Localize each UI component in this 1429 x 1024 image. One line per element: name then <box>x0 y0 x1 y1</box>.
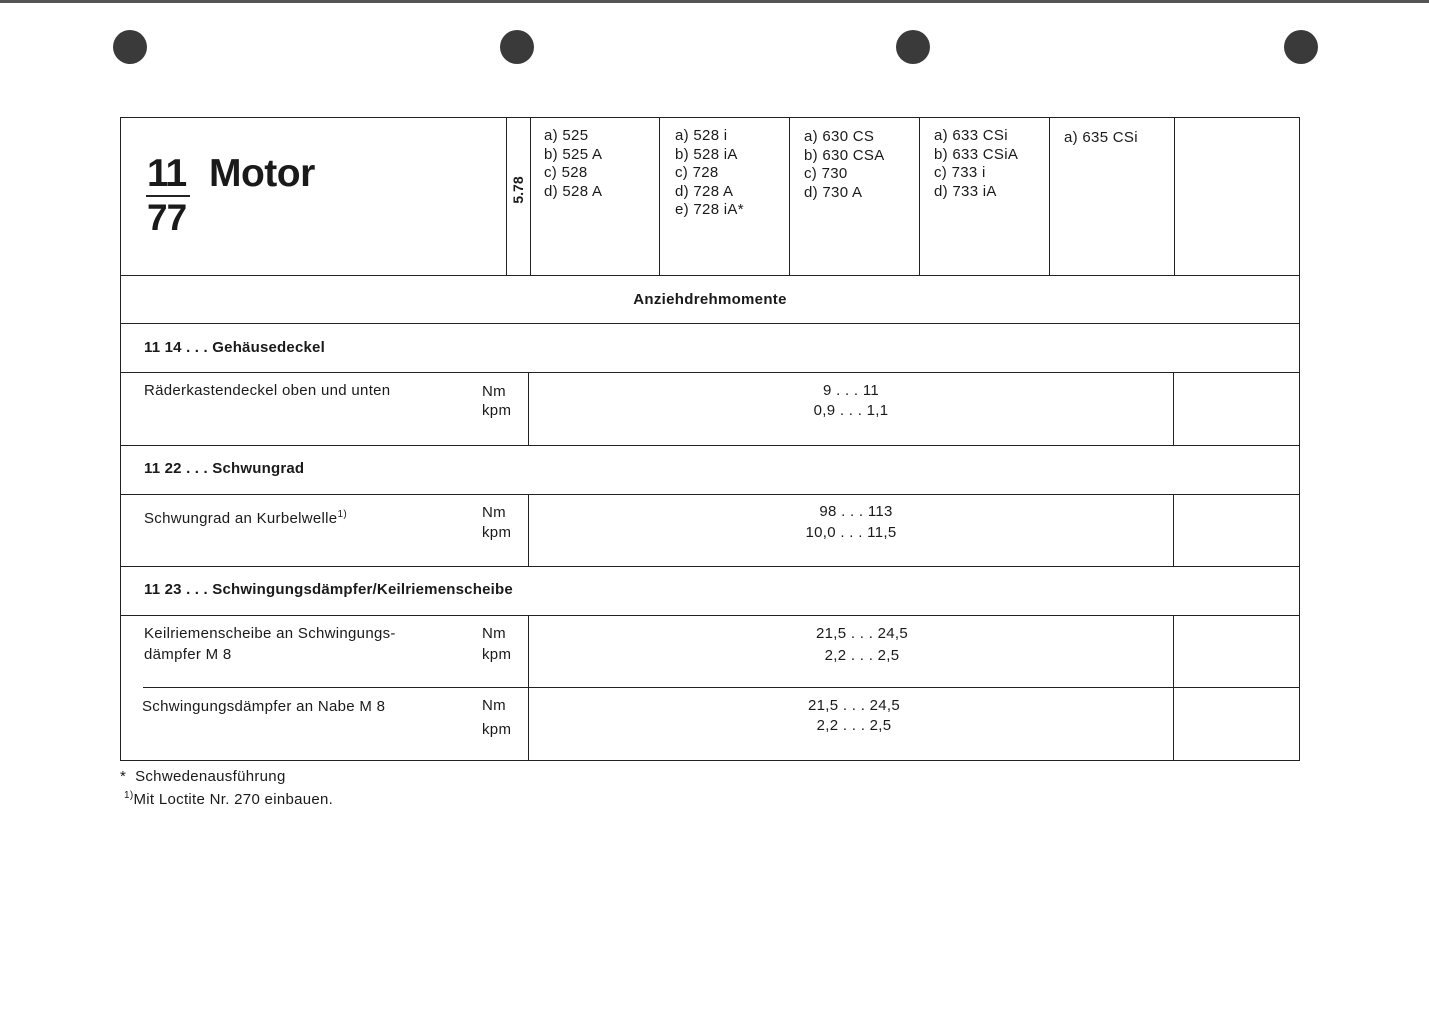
row-label: Keilriemenscheibe an Schwingungs- <box>144 625 396 642</box>
torque-value-nm: 98 . . . 113 <box>819 503 893 520</box>
row-divider <box>143 687 1300 688</box>
model-list-3: a) 630 CS b) 630 CSA c) 730 d) 730 A <box>804 128 885 201</box>
page-title: Motor <box>209 152 315 195</box>
torque-value-kpm: 2,2 . . . 2,5 <box>824 647 900 664</box>
torque-value-nm: 21,5 . . . 24,5 <box>815 625 909 642</box>
model-list-4: a) 633 CSi b) 633 CSiA c) 733 i d) 733 iA <box>934 127 1019 200</box>
binder-hole-icon <box>1284 30 1318 64</box>
torque-value-kpm: 0,9 . . . 1,1 <box>813 402 889 419</box>
row-label: Schwungrad an Kurbelwelle$^{1)}$ <box>144 509 347 527</box>
unit-nm: Nm <box>482 383 506 400</box>
torque-value-nm: 21,5 . . . 24,5 <box>807 697 901 714</box>
footnote-mark: 1) <box>337 509 347 520</box>
unit-nm: Nm <box>482 504 506 521</box>
binder-hole-icon <box>896 30 930 64</box>
row-label: Schwingungsdämpfer an Nabe M 8 <box>142 698 386 715</box>
date-code: 5.78 <box>510 176 526 204</box>
row-label: Räderkastendeckel oben und unten <box>144 382 391 399</box>
torque-value-kpm: 10,0 . . . 11,5 <box>805 524 897 541</box>
model-list-1: a) 525 b) 525 A c) 528 d) 528 A <box>544 127 603 200</box>
binder-hole-icon <box>113 30 147 64</box>
page-top-edge <box>0 0 1429 3</box>
unit-kpm: kpm <box>482 721 512 738</box>
model-list-2: a) 528 i b) 528 iA c) 728 d) 728 A e) 728 iA* <box>675 127 744 218</box>
section-title: 11 22 . . . Schwungrad <box>144 460 305 477</box>
unit-kpm: kpm <box>482 524 512 541</box>
footnote-1: * Schwedenausführung <box>120 768 286 785</box>
unit-kpm: kpm <box>482 402 512 419</box>
unit-nm: Nm <box>482 697 506 714</box>
footnote-2: $^{1)}$Mit Loctite Nr. 270 einbauen. <box>124 790 334 808</box>
torque-value-nm: 9 . . . 11 <box>822 382 880 399</box>
section-title: 11 23 . . . Schwingungsdämpfer/Keilriemenscheibe <box>144 581 513 598</box>
model-year: 77 <box>147 197 187 238</box>
group-number: 11 <box>147 152 187 195</box>
model-list-5: a) 635 CSi <box>1064 129 1138 146</box>
section-title: 11 14 . . . Gehäusedeckel <box>144 339 325 356</box>
torque-value-kpm: 2,2 . . . 2,5 <box>816 717 892 734</box>
row-label-cont: dämpfer M 8 <box>144 646 232 663</box>
table-heading: Anziehdrehmomente <box>633 291 787 308</box>
binder-hole-icon <box>500 30 534 64</box>
unit-nm: Nm <box>482 625 506 642</box>
unit-kpm: kpm <box>482 646 512 663</box>
